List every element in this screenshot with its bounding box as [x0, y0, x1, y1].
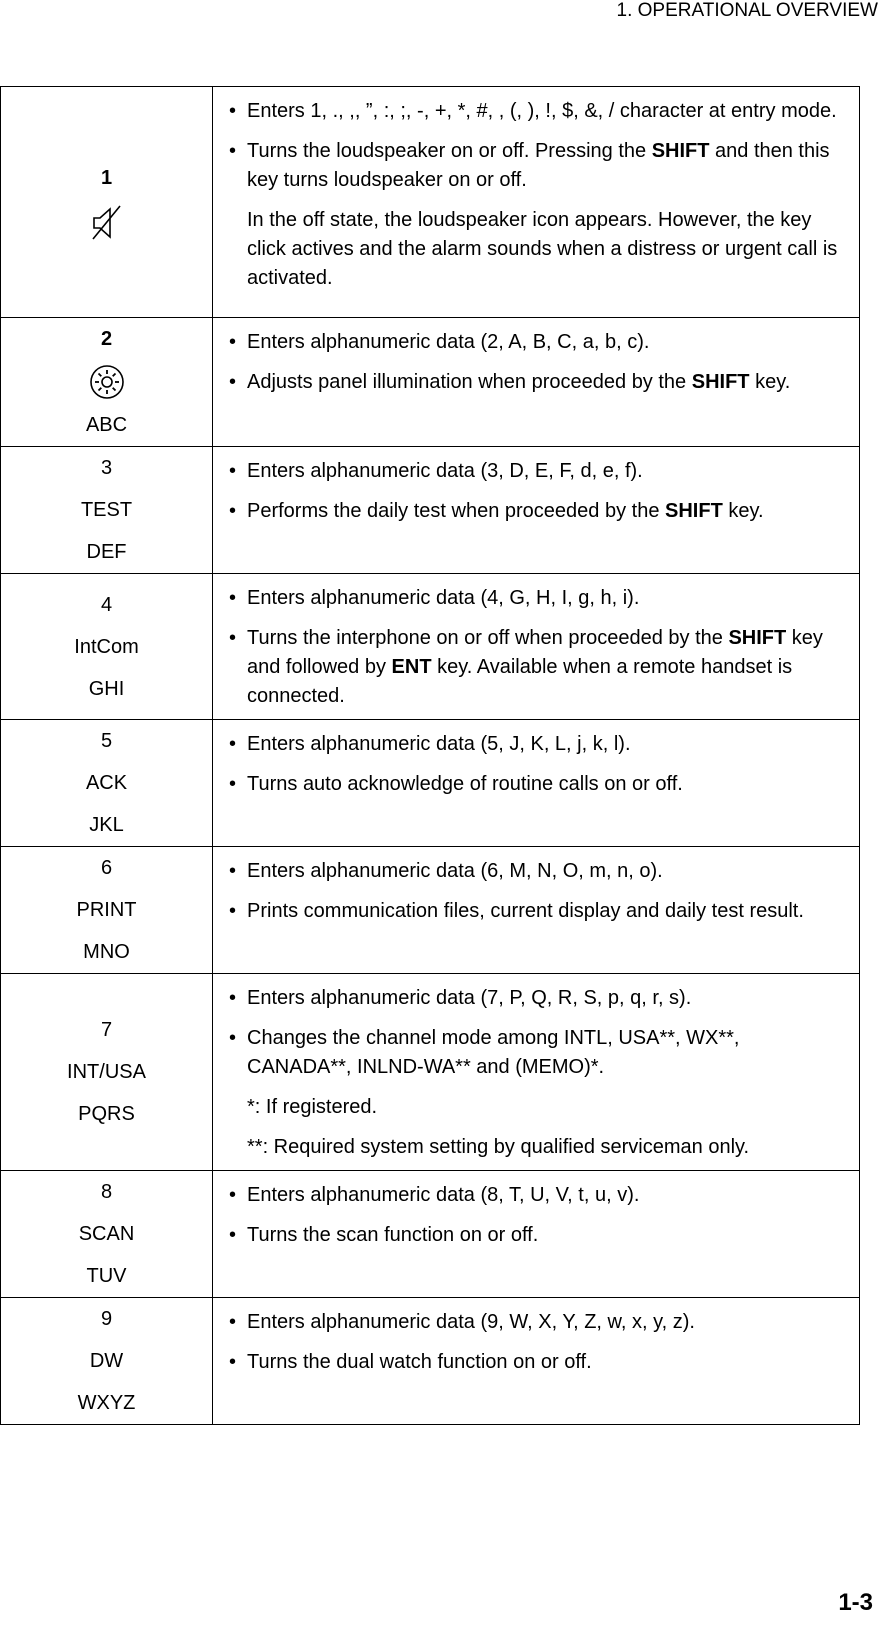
key-label-line: 4 [100, 593, 113, 616]
key-label-line: ABC [85, 414, 128, 436]
key-label-line: TEST [80, 499, 133, 521]
text-run: key. [722, 500, 764, 522]
key-label-cell [1, 574, 213, 720]
key-label-line: SCAN [78, 1223, 135, 1245]
key-row [1, 318, 860, 447]
text-run: Enters alphanumeric data (4, G, H, I, g, h, i). [247, 587, 640, 609]
text-run: Enters alphanumeric data (8, T, U, V, t, u, v). [247, 1184, 640, 1206]
bullet-item [223, 1181, 845, 1210]
bullet-item [223, 1221, 845, 1250]
bullet-item [223, 97, 845, 126]
bullet-item [223, 770, 845, 799]
bullet-item [223, 137, 845, 195]
bullet-icon: • [229, 627, 237, 649]
key-row [1, 447, 860, 574]
text-run: Performs the daily test when proceeded by the [247, 500, 666, 522]
key-label-line: 8 [100, 1181, 113, 1203]
text-run: Turns auto acknowledge of routine calls on or off. [247, 773, 683, 795]
key-label-cell [1, 1298, 213, 1425]
text-run: key and followed by [247, 627, 823, 678]
bullet-item [223, 730, 845, 759]
bullet-icon: • [229, 140, 237, 162]
key-label-line: PRINT [76, 899, 137, 921]
key-name-bold: SHIFT [728, 627, 787, 649]
bullet-icon: • [229, 987, 237, 1009]
text-run: Prints communication files, current display and daily test result. [247, 900, 804, 922]
bullet-icon: • [229, 331, 237, 353]
text-run: Turns the scan function on or off. [247, 1224, 539, 1246]
text-run: Enters alphanumeric data (2, A, B, C, a, b, c). [247, 331, 650, 353]
key-label-cell [1, 974, 213, 1171]
illumination-icon [89, 364, 125, 400]
key-description-cell [213, 974, 860, 1171]
text-run: Enters alphanumeric data (6, M, N, O, m, n, o). [247, 860, 663, 882]
bullet-icon: • [229, 1184, 237, 1206]
text-run: **: Required system setting by qualified serviceman only. [247, 1136, 750, 1158]
key-name-bold: SHIFT [665, 500, 723, 522]
bullet-item [223, 368, 845, 397]
text-run: Enters alphanumeric data (3, D, E, F, d, e, f). [247, 460, 643, 482]
key-label-line: TUV [86, 1265, 127, 1287]
bullet-icon: • [229, 500, 237, 522]
page-number: 1-3 [838, 1589, 873, 1616]
bullet-item [223, 1348, 845, 1377]
key-description-cell [213, 447, 860, 574]
bullet-icon: • [229, 1027, 237, 1049]
key-row [1, 720, 860, 847]
key-description-cell [213, 1298, 860, 1425]
text-run: Enters alphanumeric data (5, J, K, L, j, k, l). [247, 733, 631, 755]
key-row [1, 1171, 860, 1298]
bullet-icon: • [229, 773, 237, 795]
running-header: 1. OPERATIONAL OVERVIEW [616, 0, 878, 21]
text-run: Turns the interphone on or off when proceeded by the [247, 627, 729, 649]
key-label-line: WXYZ [77, 1392, 136, 1414]
key-label-cell [1, 1171, 213, 1298]
note-item [223, 206, 845, 293]
key-description-cell [213, 574, 860, 720]
key-label-line: DEF [86, 541, 127, 563]
key-label-line: 7 [100, 1019, 113, 1041]
text-run: In the off state, the loudspeaker icon appears. However, the key click actives and the alarm sounds when a distress or urgent call is activated. [247, 209, 838, 289]
key-label-line: JKL [89, 814, 124, 836]
text-run: Enters alphanumeric data (7, P, Q, R, S, p, q, r, s). [247, 987, 692, 1009]
key-name-bold: ENT [391, 656, 432, 678]
note-item [223, 1093, 845, 1122]
bullet-icon: • [229, 1351, 237, 1373]
key-label-line: 9 [100, 1308, 113, 1330]
key-description-cell [213, 720, 860, 847]
bullet-item [223, 897, 845, 926]
bullet-item [223, 984, 845, 1013]
bullet-item [223, 328, 845, 357]
text-run: key. [749, 371, 791, 393]
key-label-line: PQRS [78, 1103, 135, 1125]
key-row [1, 1298, 860, 1425]
text-run: and then this key turns loudspeaker on or off. [247, 140, 830, 191]
key-label-line: DW [89, 1350, 124, 1372]
key-function-table [0, 86, 860, 1425]
key-row [1, 87, 860, 318]
bullet-icon: • [229, 1311, 237, 1333]
key-row [1, 847, 860, 974]
key-label-line: MNO [83, 941, 130, 963]
key-label-cell [1, 447, 213, 574]
key-label-line: GHI [88, 677, 125, 700]
text-run: Changes the channel mode among INTL, USA**, WX**, CANADA**, INLND-WA** and (MEMO)*. [247, 1027, 740, 1078]
text-run: Enters 1, ., ,, ”, :, ;, -, +, *, #, , (, ), !, $, &, / character at entry mode. [247, 100, 837, 122]
bullet-icon: • [229, 733, 237, 755]
bullet-item [223, 584, 845, 613]
key-row [1, 974, 860, 1171]
key-label-cell [1, 720, 213, 847]
key-label-line: 1 [100, 167, 113, 189]
bullet-item [223, 624, 845, 711]
key-label-line: 5 [100, 730, 113, 752]
key-label-cell [1, 318, 213, 447]
key-label-cell [1, 87, 213, 318]
key-label-line: 2 [100, 328, 113, 350]
key-description-cell [213, 87, 860, 318]
key-label-line: IntCom [74, 635, 139, 658]
key-name-bold: SHIFT [691, 371, 750, 393]
bullet-icon: • [229, 1224, 237, 1246]
speaker-off-icon [90, 203, 124, 243]
bullet-item [223, 1308, 845, 1337]
bullet-icon: • [229, 460, 237, 482]
note-item [223, 1133, 845, 1162]
key-label-line: INT/USA [67, 1061, 146, 1083]
bullet-icon: • [229, 900, 237, 922]
key-description-cell [213, 318, 860, 447]
key-description-cell [213, 847, 860, 974]
key-label-line: ACK [85, 772, 128, 794]
bullet-icon: • [229, 100, 237, 122]
bullet-item [223, 457, 845, 486]
text-run: Enters alphanumeric data (9, W, X, Y, Z, w, x, y, z). [247, 1311, 695, 1333]
bullet-icon: • [229, 587, 237, 609]
key-label-line: 6 [100, 857, 113, 879]
text-run: Adjusts panel illumination when proceeded by the [247, 371, 692, 393]
bullet-icon: • [229, 371, 237, 393]
key-label-cell [1, 847, 213, 974]
bullet-icon: • [229, 860, 237, 882]
text-run: Turns the loudspeaker on or off. Pressing the [247, 140, 652, 162]
text-run: *: If registered. [247, 1096, 378, 1118]
text-run: key. Available when a remote handset is connected. [247, 656, 793, 707]
key-name-bold: SHIFT [651, 140, 710, 162]
text-run: Turns the dual watch function on or off. [247, 1351, 592, 1373]
key-description-cell [213, 1171, 860, 1298]
bullet-item [223, 1024, 845, 1082]
key-label-line: 3 [100, 457, 113, 479]
bullet-item [223, 497, 845, 526]
bullet-item [223, 857, 845, 886]
key-row [1, 574, 860, 720]
